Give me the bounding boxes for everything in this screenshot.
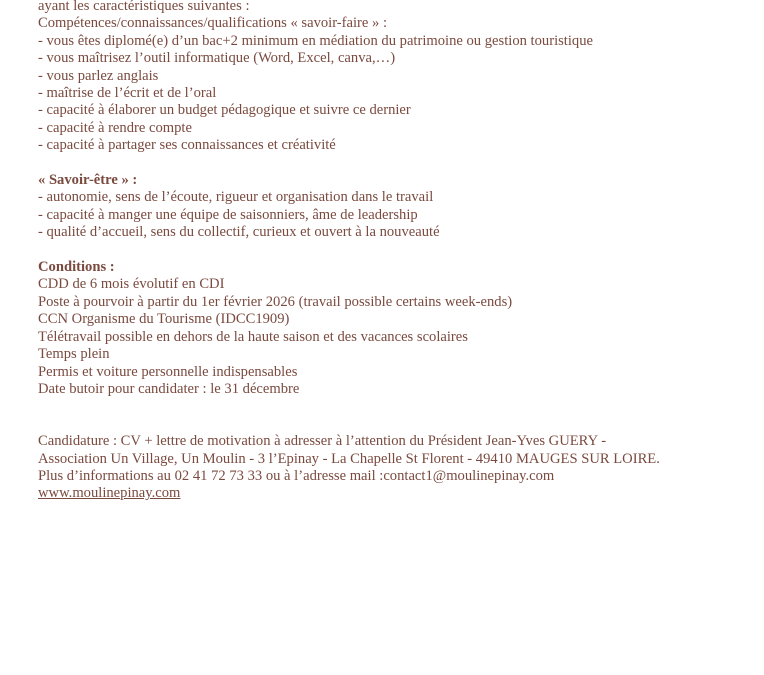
candidature-address-line: Association Un Village, Un Moulin - 3 l’Epinay - La Chapelle St Florent - 49410 MAUGES SUR LOIRE. [38, 450, 660, 467]
savoir-faire-item: - vous êtes diplomé(e) d’un bac+2 minimum en médiation du patrimoine ou gestion touristique [38, 32, 593, 49]
conditions-item: CCN Organisme du Tourisme (IDCC1909) [38, 311, 290, 328]
savoir-etre-item: - qualité d’accueil, sens du collectif, curieux et ouvert à la nouveauté [38, 224, 440, 241]
savoir-etre-item: - autonomie, sens de l’écoute, rigueur et organisation dans le travail [38, 189, 434, 206]
candidature-line: Candidature : CV + lettre de motivation à adresser à l’attention du Président Jean-Yves GUERY - [38, 433, 607, 450]
savoir-etre-heading: « Savoir-être » : [38, 172, 138, 189]
savoir-faire-item: - capacité à rendre compte [38, 119, 192, 136]
conditions-item: Permis et voiture personnelle indispensables [38, 363, 298, 380]
savoir-faire-item: - capacité à partager ses connaissances et créativité [38, 137, 336, 154]
conditions-heading: Conditions : [38, 259, 115, 276]
candidature-section [38, 433, 738, 503]
savoir-faire-section [38, 15, 738, 154]
conditions-item: Temps plein [38, 346, 110, 363]
conditions-item: Poste à pourvoir à partir du 1er février 2026 (travail possible certains week-ends) [38, 293, 513, 310]
intro-line: ayant les caractéristiques suivantes : [38, 0, 250, 14]
website-link[interactable]: www.moulinepinay.com [38, 485, 181, 502]
conditions-section [38, 259, 738, 398]
savoir-etre-section [38, 172, 738, 242]
savoir-faire-item: - capacité à élaborer un budget pédagogique et suivre ce dernier [38, 102, 411, 119]
savoir-faire-item: - vous maîtrisez l’outil informatique (Word, Excel, canva,…) [38, 50, 396, 67]
conditions-item: Télétravail possible en dehors de la haute saison et des vacances scolaires [38, 328, 468, 345]
savoir-faire-item: - maîtrise de l’écrit et de l’oral [38, 85, 217, 102]
conditions-item: Date butoir pour candidater : le 31 décembre [38, 380, 300, 397]
document-page [38, 0, 738, 503]
savoir-etre-item: - capacité à manger une équipe de saisonniers, âme de leadership [38, 206, 418, 223]
savoir-faire-item: - vous parlez anglais [38, 67, 159, 84]
candidature-contact-line: Plus d’informations au 02 41 72 73 33 ou à l’adresse mail :contact1@moulinepinay.com [38, 467, 555, 484]
conditions-item: CDD de 6 mois évolutif en CDI [38, 276, 225, 293]
savoir-faire-heading: Compétences/connaissances/qualifications « savoir-faire » : [38, 15, 388, 32]
